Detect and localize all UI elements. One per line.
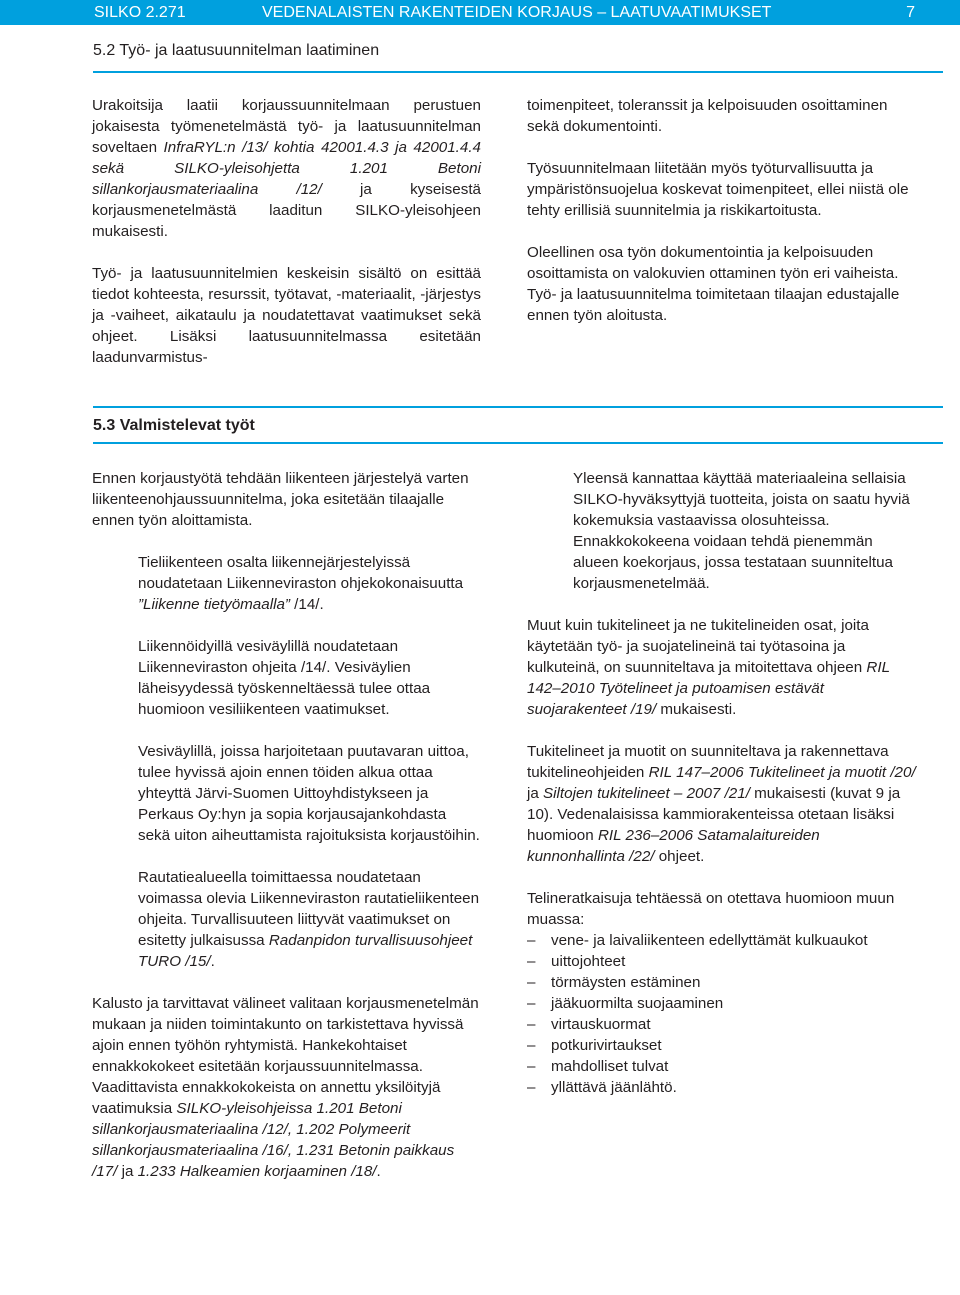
list-item: – uittojohteet (527, 951, 916, 972)
text-run: ohjeet. (654, 848, 705, 865)
page-number: 7 (906, 4, 915, 21)
section-53-paragraph-3 (527, 615, 916, 720)
section-53-indented-1 (92, 552, 481, 615)
reference-italic: RIL 236–2006 Satamalaitureiden kunnonhallinta /22/ (527, 827, 820, 865)
reference-italic: RIL 147–2006 Tukitelineet ja muotit /20/ (648, 764, 916, 781)
text-run: . (376, 1163, 381, 1180)
text-run: Muut kuin tukitelineet ja ne tukitelineiden osat, joita käytetään työ- ja suojatelineinä tai työtasoina ja kulkuteinä, on suunniteltava ja mitoitettava ohjeen (527, 617, 869, 676)
section-52-paragraph-1 (92, 95, 481, 242)
section-52-paragraph-4: Työsuunnitelmaan liitetään myös työturvallisuutta ja ympäristönsuojelua koskevat toimenpiteet, ellei niistä ole tehty erillisiä suunnitelmia ja riskikartoitusta. (527, 160, 909, 219)
reference-italic: Radanpidon turvallisuusohjeet TURO /15/ (138, 932, 473, 970)
list-item: – yllättävä jäänlähtö. (527, 1077, 916, 1098)
reference-italic: RIL 142–2010 Työtelineet ja putoamisen estävät suojarakenteet /19/ (527, 659, 890, 718)
list-item: – jääkuormilta suojaaminen (527, 993, 916, 1014)
text-run: mukaisesti. (656, 701, 737, 718)
text-run: . (210, 953, 215, 970)
section-53-paragraph-2 (92, 993, 481, 1182)
section-52-left-column (92, 95, 481, 389)
scaffolding-considerations-list (527, 930, 916, 1098)
list-item: – virtauskuormat (527, 1014, 916, 1035)
section-52-paragraph-3: toimenpiteet, toleranssit ja kelpoisuuden osoittaminen sekä dokumentointi. (527, 97, 888, 135)
section-53-title: 5.3 Valmistelevat työt (93, 417, 255, 434)
section-53-right-column (527, 468, 916, 1098)
section-53-paragraph-4 (527, 741, 916, 867)
header-series: SILKO 2.271 (94, 4, 186, 21)
section-52-right-column (527, 95, 916, 347)
section-53-paragraph-5: Telineratkaisuja tehtäessä on otettava huomioon muun muassa: (527, 890, 895, 928)
text-run: /14/. (289, 596, 324, 613)
text-run: Urakoitsija laatii korjaussuunnitelmaan perustuen jokaisesta työmenetelmästä työ- ja laatusuunnitelman soveltaen (92, 97, 481, 156)
header-title: VEDENALAISTEN RAKENTEIDEN KORJAUS – LAATUVAATIMUKSET (262, 4, 772, 21)
section-53-indented-4 (92, 867, 481, 972)
list-item: – potkurivirtaukset (527, 1035, 916, 1056)
list-item: – törmäysten estäminen (527, 972, 916, 993)
reference-italic: 1.233 Halkeamien korjaaminen /18/ (137, 1163, 377, 1180)
section-53-top-rule (93, 406, 943, 408)
text-run: Tukitelineet ja muotit on suunniteltava ja rakennettava tukitelineohjeiden (527, 743, 889, 781)
text-run: ja (117, 1163, 138, 1180)
text-run: Kalusto ja tarvittavat välineet valitaan korjausmenetelmän mukaan ja niiden toimintakunto on tarkistettava hyvissä ajoin ennen työhön ryhtymistä. Hankekohtaiset ennakkokokeet esitetään korjaussuunnitelmassa. Vaadittavista ennakkokokeista on annettu yksilöityjä vaatimuksia (92, 995, 479, 1117)
text-run: ja (527, 785, 544, 802)
page-header (0, 0, 960, 25)
section-52-title: 5.2 Työ- ja laatusuunnitelman laatiminen (93, 42, 380, 59)
text-run: Rautatiealueella toimittaessa noudatetaan voimassa olevia Liikenneviraston rautatieliikenteen ohjeita. Turvallisuuteen liittyvät vaatimukset on esitetty julkaisussa (138, 869, 480, 949)
list-item: – vene- ja laivaliikenteen edellyttämät kulkuaukot (527, 930, 916, 951)
section-53-indented-3: Vesiväylillä, joissa harjoitetaan puutavaran uittoa, tulee hyvissä ajoin ennen töiden alkua ottaa yhteyttä Järvi-Suomen Uittoyhdistykseen ja Perkaus Oy:hyn ja sopia korjausajankohdasta sekä uiton aiheuttamista rajoituksista korjaustöihin. (138, 743, 480, 844)
section-52-rule (93, 71, 943, 73)
text-run: Tieliikenteen osalta liikennejärjestelyissä noudatetaan Liikenneviraston ohjekokonaisuutta (138, 554, 464, 592)
section-53-rule (93, 442, 943, 444)
reference-italic: InfraRYL:n /13/ kohtia 42001.4.3 ja 42001.4.4 sekä SILKO-yleisohjetta 1.201 Betoni sillankorjausmateriaalina /12/ (92, 139, 482, 198)
reference-italic: Siltojen tukitelineet – 2007 /21/ (543, 785, 750, 802)
section-53-paragraph-1: Ennen korjaustyötä tehdään liikenteen järjestelyä varten liikenteenohjaussuunnitelma, joka esitetään tilaajalle ennen työn aloittamista. (92, 470, 469, 529)
list-item: – mahdolliset tulvat (527, 1056, 916, 1077)
text-run: mukaisesti (kuvat 9 ja 10). Vedenalaisissa kammiorakenteissa otetaan lisäksi huomioon (527, 785, 901, 844)
section-52-paragraph-2: Työ- ja laatusuunnitelmien keskeisin sisältö on esittää tiedot kohteesta, resurssit, työtavat, -materiaalit, -järjestys ja -vaiheet, aikataulu ja noudatettavat vaatimukset sekä ohjeet. Lisäksi laatusuunnitelmassa esitetään laadunvarmistus- (92, 265, 481, 366)
reference-italic: SILKO-yleisohjeissa 1.201 Betoni sillankorjausmateriaalina /12/, 1.202 Polymeerit sillankorjausmateriaalina /16/, 1.231 Betonin paikkaus /17/ (92, 1100, 455, 1180)
text-run: ja kyseisestä korjausmenetelmästä laaditun SILKO-yleisohjeen mukaisesti. (92, 181, 481, 240)
section-52-paragraph-5: Oleellinen osa työn dokumentointia ja kelpoisuuden osoittamista on valokuvien ottaminen työn eri vaiheista. Työ- ja laatusuunnitelma toimitetaan tilaajan edustajalle ennen työn aloitusta. (527, 244, 900, 324)
reference-italic: ”Liikenne tietyömaalla” (138, 596, 290, 613)
section-53-indented-2: Liikennöidyillä vesiväylillä noudatetaan Liikenneviraston ohjeita /14/. Vesiväylien läheisyydessä työskenneltäessä tulee ottaa huomioon vesiliikenteen vaatimukset. (138, 638, 431, 718)
section-53-indented-5: Yleensä kannattaa käyttää materiaaleina sellaisia SILKO-hyväksyttyjä tuotteita, joista on saatu hyviä kokemuksia vastaavissa olosuhteissa. Ennakkokokeena voidaan tehdä pienemmän alueen koekorjaus, jossa testataan suunniteltua korjausmenetelmää. (573, 470, 910, 592)
section-53-left-column (92, 468, 481, 1203)
